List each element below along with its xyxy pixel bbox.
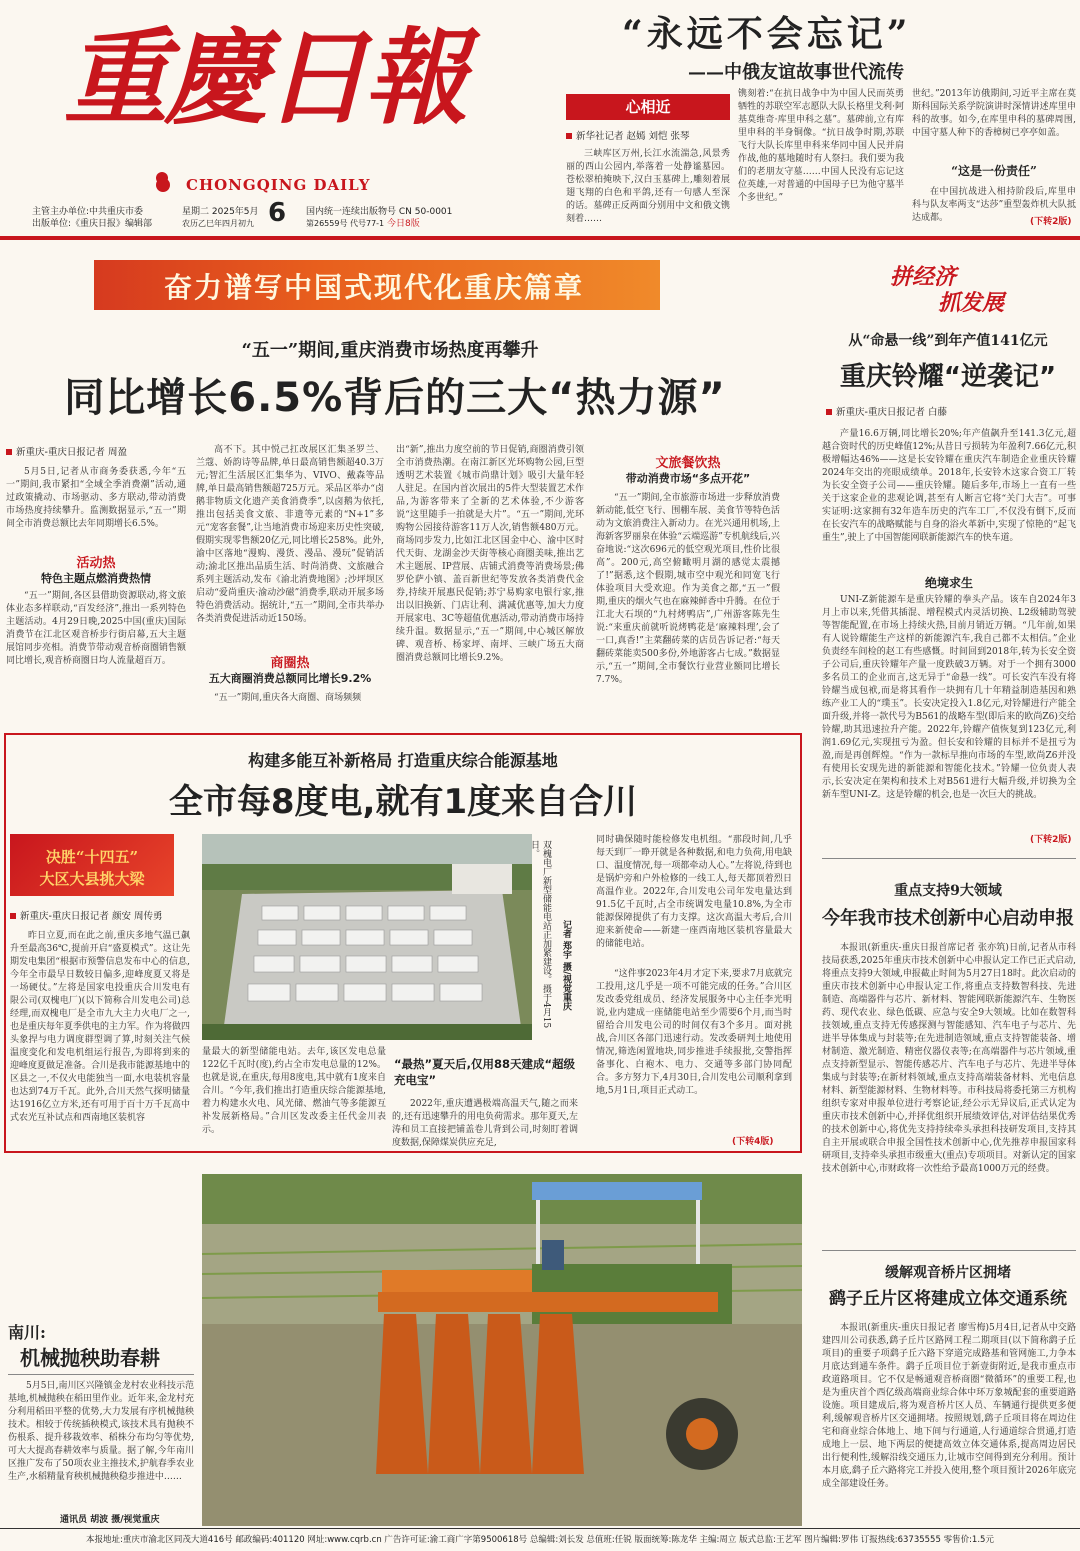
lead-sub1-red: 活动热 (76, 556, 116, 571)
lead-col1b: “五一”期间,各区县借助资源联动,将文旅体业态多样联动,“百发经济”,推出一系列特色主题活动。4月29日晚,2025中国(重庆)国际消费节在江北区观音桥步行街启幕,五大主题展馆同步亮相。消费节带动观音桥商圈销售额同比增长,观音桥商圈日均人流量超百万。 (6, 591, 187, 666)
rice-body: 5月5日,南川区兴隆镇金龙村农业科技示范基地,机械抛秧在稻田里作业。近年来,金龙村充分利用稻田平整的优势,大力发展有序机械抛秧技术。相较于传统插秧模式,该技术具有抛秧不伤根系、提升移栽效率、稻株分布均匀等优势,可大大提高春耕效率与质量。据了解,今年南川区推广发布了50项农业主推技术,护航春季农业生产,水稻精量育秧机械抛秧稳步推进中…… (8, 1381, 194, 1482)
feature-subhead: “这是一份责任” (951, 164, 1037, 178)
slogan-text: 奋力谱写中国式现代化重庆篇章 (164, 271, 585, 304)
lead-col4: “五一”期间,全市旅游市场进一步释放消费新动能,低空飞行、围棚车展、美食节等特色活动为文旅消费注入新动力。在光兴通用机场,上海新客罗丽泉在体验“云端巡游”专机航线后,兴奋地说:“这次696元的低空观光项目,性价比很高”。200元,高空俯瞰明月湖的感觉太震撼了!”据悉,这个假期,城市空中观光和同宽飞行体验项目大受欢迎。作为美食之都,“五一”假期,重庆的烟火气也在麻辣鲜香中升腾。在位于江北大石坝的“九村烤鸭店”,广州游客陈先生说:“来重庆前就听说烤鸭花是‘麻辣料理’,会了一口,真香!”主菜翻砖菜的店员告诉记者:“每天翻砖菜能卖500多份,外地游客占七成。”数据显示,“五一”期间,全市餐饮行业营业额同比增长7.7%。 (596, 493, 780, 685)
rice-region: 南川: (8, 1323, 46, 1342)
badge-line-2: 抓发展 (938, 290, 1005, 316)
right3-headline: 鹞子丘片区将建成立体交通系统 (829, 1289, 1067, 1309)
right2-kicker: 重点支持9大领域 (894, 883, 1002, 899)
masthead-title: 重慶日報 (64, 16, 465, 139)
energy-headline: 全市每8度电,就有1度来自合川 (168, 782, 638, 822)
energy-col2: 量最大的新型储能电站。去年,该区发电总量122亿千瓦时(度),约占全市发电总量的12%。也就是说,在重庆,每用8度电,其中就有1度来自合川。“今年,我们推出打造重庆综合能源基地,着力构建水火电、风光储、燃油气等多能源互补发展新格局。”合川区发改委主任代金川表示。 (202, 1047, 386, 1135)
slogan-banner (94, 260, 660, 310)
feature-byline (566, 128, 690, 142)
lead-sub3-blk: 带动消费市场“多点开花” (625, 472, 751, 485)
energy-col3a: 同时确保随时能检修发电机组。“那段时间,几乎每天到厂一睁开就是各种数据,和电力负荷,用电缺口、温度情况,每一项都牵动人心。”左将说,待到也是锅炉旁和户外检修的一线工人,每天都顶着烈日高温作业。2022年,合川发电公司年发电量达到91.5亿千瓦时,占全市统调发电量10.8%,为全市能源保障提供了有力支撑。这次高温大考后,合川迎来新使命——新建一座西南地区装机容量最大的储能电站。 (596, 835, 792, 949)
lunar-date: 农历乙巳年四月初九 (182, 219, 254, 228)
feature-col2: 镌刻着:“在抗日战争中为中国人民而英勇牺牲的苏联空军志愿队大队长格里戈利·阿基莫维奇·库里申科之墓”。墓碑前,立有库里申科的半身铜像。“抗日战争时期,苏联飞行大队长库里申科来华同中国人民并肩作战,他的墓地随时有人祭扫。我们要为我们的老朋友守墓……中国人民没有忘记这位英雄,一对普通的中国母子巳为他守墓半个多世纪。” (738, 89, 904, 203)
page-count: 今日8版 (387, 219, 420, 229)
footer-info: 本报地址:重庆市渝北区同茂大道416号 邮政编码:401120 网址:www.cqrb.cn 广告许可证:渝工商广字第9500618号 总编辑:刘长发 总值班:任锐 版面统筹:陈龙华 主编:周立 版式总监:王艺军 图片编辑:罗伟 订报热线:63735555 零售价:1.5元 (86, 1535, 994, 1545)
badge-line-1: 拼经济 (890, 264, 957, 290)
weekday: 星期二 (182, 207, 210, 217)
lead-sub1-blk: 特色主题点燃消费热情 (41, 572, 151, 585)
lead-col2: 高不下。其中悦己扛改展区汇集圣罗兰、兰蔻、娇韵诗等品牌,单日最高销售额超40.3万元;智汇生活展区汇集华为、VIVO、戴森等品牌,单日最高销售额超725万元。采品区举办“卤鹅非物质文化遗产美食消费季”,以卤鹅为依托,推出包括美食文旅、非遗等元素的“N+1”多元“宠客套餐”,让当地消费市场迎来历史性突破,假期实现零售额20亿元,同比增长258%。此外,渝中区落地“漫购、漫货、漫品、漫玩”促销活动;渝北区推出品质生活、时尚消费、文旅融合系列主题活动,发布《渝北消费地图》;沙坪坝区启动“爱尚重庆·渝动沙磁”消费季,联动开展多场特色消费活动。据统计,“五一”期间,全市共举办各类消费促进活动近150场。 (196, 445, 384, 624)
masthead-sponsors (32, 206, 152, 230)
feature-byline-text: 新华社记者 赵嫣 刘恺 张琴 (576, 131, 690, 142)
lead-col3: 出“新”,推出力度空前的节日促销,商圈消费引领全市消费热潮。在南江新区光环购物公园,巨型透明艺术装置《城市尚鼎计划》吸引大量年轻人驻足。在国内首次展出的5件大型装置艺术作品,为游客带来了全新的艺术体验,不少游客说“这里随手一拍就是大片”。“五一”期间,光环购物公园接待游客11万人次,销售额480万元。商场同步发力,比如江北区国金中心、渝中区时代天街、龙湖金沙天街等核心商圈美味,推出艺术主题展、IP营展、店铺式消费等消费场景;佛罗伦萨小镇、盖百新世纪等发放各类消费代金券,持续开展惠民促销;苏宁易购家电银行家,推出以旧换新、门店让利、满减优惠等,加大力度开展家电、3C等超值优惠活动,带动消费市场持续升温。数据显示,“五一”期间,中心城区解放碑、观音桥、杨家坪、南坪、三峡广场五大商圈消费总额同比增长9.2%。 (396, 445, 584, 663)
right1-jump: (下转2版) (1030, 835, 1072, 845)
feature-col3b: 在中国抗战进入相持阶段后,库里申科与队友率两支“达莎”重型轰炸机大队抵达成都。 (912, 187, 1076, 223)
rice-photo (202, 1174, 802, 1526)
energy-byline-text: 新重庆-重庆日报记者 颜安 周传勇 (20, 911, 163, 922)
economy-badge (878, 256, 1028, 322)
lead-headline: 同比增长6.5%背后的三大“热力源” (64, 375, 726, 421)
issue-serial: 第26559号 代号77-1 (306, 219, 385, 228)
column-tag (566, 94, 730, 120)
right1-kicker: 从“命悬一线”到年产值141亿元 (848, 333, 1048, 349)
right1-byline (826, 404, 947, 418)
feature-jump: (下转2版) (1030, 217, 1072, 227)
lead-kicker: “五一”期间,重庆消费市场热度再攀升 (241, 340, 539, 361)
storage-station-image (202, 834, 532, 1040)
right1-headline: 重庆铃耀“逆袭记” (839, 362, 1057, 392)
rice-transplanter-image (202, 1174, 802, 1526)
column-tag-label: 心相近 (625, 98, 671, 116)
right-divider-1 (822, 858, 1076, 859)
lead-sub2-blk: 五大商圈消费总额同比增长9.2% (208, 672, 372, 685)
photo-caption: 双槐电厂新型储能电站正加紧建设。摄于4月15日。 (529, 840, 551, 1029)
feature-col3: 世纪。”2013年访俄期间,习近平主席在莫斯科国际关系学院演讲时深情讲述库里申科的故事。如今,在库里申科的墓碑周围,中国守墓人种下的香樟树已亭亭如盖。 (912, 89, 1076, 138)
feature-subtitle: ——中俄友谊故事世代流传 (688, 62, 904, 83)
lead-byline (6, 444, 127, 458)
rice-headline: 机械抛秧助春耕 (20, 1346, 160, 1370)
right2-headline: 今年我市技术创新中心启动申报 (822, 908, 1074, 929)
energy-badge (10, 834, 174, 896)
header-rule (0, 236, 1080, 240)
lead-sub3-red: 文旅餐饮热 (655, 456, 721, 471)
lead-sub2-red: 商圈热 (270, 656, 310, 671)
photo-credit: 记者 郑宇 摄/视觉重庆 (561, 920, 571, 1011)
date: 2025年5月 (211, 207, 259, 217)
right1-subhead: 绝境求生 (924, 576, 973, 590)
energy-col3b: “这件事2023年4月才定下来,要求7月底就完工投用,这几乎是一项不可能完成的任务。”合川区发改委党组成员、经济发展服务中心主任李光明说,业内建成一座储能电站至少需要6个月,而当时留给合川发电公司的时间仅有3个多月。面对挑战,合川区各部门迅速行动。发改委研判土地使用情况,筛选闲置地块,同步推进手续报批,交警指挥备事化、白袍木、电力、交通等多部门协同配合。多方努力下,4月30日,合川发电公司顺利拿到地,5月1日,项目正式动工。 (596, 969, 792, 1096)
lead-byline-text: 新重庆-重庆日报记者 周盈 (16, 447, 127, 458)
right3-kicker: 缓解观音桥片区拥堵 (885, 1265, 1011, 1281)
cn-label: 国内统一连续出版物号 (306, 207, 397, 217)
masthead-logo (60, 12, 465, 182)
lead-col2b: “五一”期间,重庆各大商圈、商场频频 (214, 693, 362, 703)
energy-col1: 昨日立夏,而在此之前,重庆多地气温已飙升至最高36℃,提前开启“盛夏模式”。这让先期发电集团“根据市预警信息发布中心的信息,今年全市最早日数较日偏多,迎峰度夏又将是一场硬仗。”左将是国家电投重庆合川发电有限公司(双槐电厂)(以下简称合川发电公司)总经理,而双槐电厂是全市九大主力火电厂之一,也是重庆每年夏季供电的主力军。作为将做四头象捍与电力调度群型调了算,时刻关注气候温度变化和发电机组运行报告,为即将到来的迎峰度夏做足准备。合川是我市能源基地中的区县之一,不仅火电能独当一面,水电装机容量也达到74万千瓦。此外,合川天然气探明储量达1916亿立方米,还有可用于百十万千瓦高中式农光互补试点和西南地区装机容 (10, 931, 191, 1123)
footer-rule (0, 1528, 1080, 1529)
cn-number: CN 50-0001 (398, 207, 453, 217)
energy-badge-line2: 大区大县挑大梁 (39, 870, 145, 888)
rice-credit: 通讯员 胡波 摄/视觉重庆 (60, 1515, 160, 1525)
right1-body2: UNI-Z新能源车是重庆铃耀的拳头产品。该车自2024年3月上市以来,凭借其插混、增程模式内灵活切换、L2级辅助驾驶等智能配置,在市场上持续火热,目前月销近万辆。“几年前,如果有人说铃耀能生产这样的新能源汽车,我自己都不太相信。”企业负责经车间检的赵工有些感慨。时间回到2018年,转为长安全资子公司后,重庆铃耀年产量一度跌破3万辆。对于一个拥有3000多名员工的企业而言,这无异于“命悬一线”。可长安汽车没有将铃耀当成包袱,而是将其看作一块拥有几十年精益制造基因和熟练产业工人的“璞玉”。长安决定投入1.8亿元,对铃耀进行产能全面升级,并将一款代号为B561的战略车型(即后来的欧尚Z6)交给铃耀,助其迅速拉升产能。2022年,铃耀产值恢复到123亿元,利润1.69亿元,实现扭亏为盈。但长安和铃耀的目标并不是扭亏为盈,而是再创辉煌。“作为一款标早推向市场的车型,欧尚Z6并没有使用长安现先进的新能源和智能化技术。”铃耀一位负责人表示,长安决定在架构和技术上对B561进行大幅升级,并切换为全新车型UNI-Z。这是铃耀的机会,也是一次巨大的挑战。 (822, 595, 1076, 800)
day-number: 6 (268, 198, 287, 228)
right-divider-2 (822, 1250, 1076, 1251)
lead-col1a: 5月5日,记者从市商务委获悉,今年“五一”期间,我市紧扣“全域全季消费潮”活动,通过政策撬动、市场驱动、多方联动,带动消费市场热度持续攀升。监测数据显示,“五一”期间全市消费总额比去年同期增长6.5%。 (6, 467, 186, 529)
right1-byline-text: 新重庆-重庆日报记者 白藤 (836, 407, 947, 418)
right1-body1: 产量16.6万辆,同比增长20%;年产值飙升至141.3亿元,超越合资时代的历史峰值12%;从昔日亏损转为年盈利7.66亿元,积极增幅达46%——这是长安铃耀在重庆汽车制造企业重庆铃耀2024年交出的亮眼成绩单。2018年,长安铃木这家合资工厂转为长安全资子公司——重庆铃耀。随后多年,市场上一直有一些关于这家企业的悲观论调,甚至有人断言它将“关门大吉”。可事实证明:这家拥有32年造车历史的汽车工厂,不仅没有倒下,反而在长安汽车的战略赋能与自身的浴火革新中,实现了惊艳的“起飞重生”,驶上了中国智能网联新能源汽车的快车道。 (822, 429, 1076, 543)
energy-photo (202, 834, 532, 1040)
masthead-english: CHONGQING DAILY (186, 176, 371, 194)
feature-title: “永远不会忘记” (622, 13, 912, 55)
sponsor-line-2: 出版单位:《重庆日报》编辑部 (32, 219, 153, 229)
energy-badge-line1: 决胜“十四五” (45, 848, 139, 866)
date-block (182, 206, 259, 230)
sponsor-line-1: 主管主办单位:中共重庆市委 (32, 207, 144, 217)
energy-col2-top: 2022年,重庆遭遇极端高温天气,随之而来的,还有迅速攀升的用电负荷需求。那年夏天,左涛和员工直接把铺盖卷儿背到公司,时刻盯着调度数据,保障煤炭供应充足, (392, 1099, 578, 1148)
rice-divider (8, 1374, 194, 1375)
issue-block (306, 206, 452, 230)
energy-byline (10, 908, 162, 922)
masthead-red-dot (156, 178, 170, 192)
energy-subhead: “最热”夏天后,仅用88天建成“超级充电宝” (394, 1057, 576, 1087)
right2-body: 本报讯(新重庆-重庆日报首席记者 张亦筑)日前,记者从市科技局获悉,2025年重庆市技术创新中心申报认定工作已正式启动,将重点支持9大领域,申报截止时间为5月27日18时。此次启动的重庆市技术创新中心申报认定工作,将重点支持数智科技、先进制造、高端器件与芯片、新材料、智能网联新能源汽车、生物医药、现代农业、绿色低碳、应急与安全9大领域。比如在数智科技领域,重点支持无传感探测与智能感知、汽车电子与芯片、先进半导体集成与封装等;在先进制造领域,重点支持智能装备、增材制造、激光制造、精密仪器仪表等;在高端器件与芯片领域,重点支持新型显示、智能传感芯片、汽车电子与芯片、先进半导体集成与封装等;在新材料领域,重点支持高端装备材料、光电信息材料、新型能源材料、生物材料等。市科技局将委托第三方机构组织专家对申报单位进行考察论证,经公示无异议后,正式认定为重庆市技术创新中心,并择优组织开展绩效评估,对评估结果优秀的技术创新中心,将优先支持持续牵头承担科技研发项目,支持其自主开展或联合申报全国性技术创新中心,优先推荐申报国家科研项目,支持牵头承担市级重大(重点)专项项目。对新认定的国家技术创新中心,市财政将一次性给予最高1000万元的经费。 (822, 943, 1076, 1174)
energy-kicker: 构建多能互补新格局 打造重庆综合能源基地 (248, 751, 558, 770)
masthead-title-art (60, 12, 465, 139)
feature-col1: 三峡库区万州,长江水流湍急,风景秀丽的西山公园内,举落着一处静谧墓园。苍松翠柏掩映下,汉白玉墓碑上,雕刻着展翅飞翔的白色和平鸽,还有一句感人至深的话。墓碑正反两面分别用中文和俄文镌刻着…… (566, 149, 730, 224)
right3-body: 本报讯(新重庆-重庆日报记者 廖雪梅)5月4日,记者从中交路建四川公司获悉,鹞子丘片区路网工程二期项目(以下简称鹞子丘项目)的重要子项鹞子丘六路下穿道完成路基和管网施工,力争本月底达到通车条件。鹞子丘项目位于新壹街附近,是我市重点市政道路项目。它不仅是畅通观音桥商圈“微循环”的重要工程,也是为重庆首个西亿级高端商业综合体中环万象城配套的重要道路设施。项目建成后,将为观音桥片区人员、车辆通行提供更多便利,缓解观音桥片区交通拥堵。按照规划,鹞子丘项目将在周边住宅和商业综合体地上、地下间与行通道,人行通道综合贯通,打造成地上一层、地下两层的便捷高效立体交通体系,提高周边居民出行便利性,缓解沿线交通压力,让城市空间得到充分利用。预计本月底,鹞子丘六路将完工并投入使用,整个项目预计2026年底完成全部建设任务。 (822, 1323, 1076, 1489)
energy-jump: (下转4版) (732, 1137, 774, 1147)
